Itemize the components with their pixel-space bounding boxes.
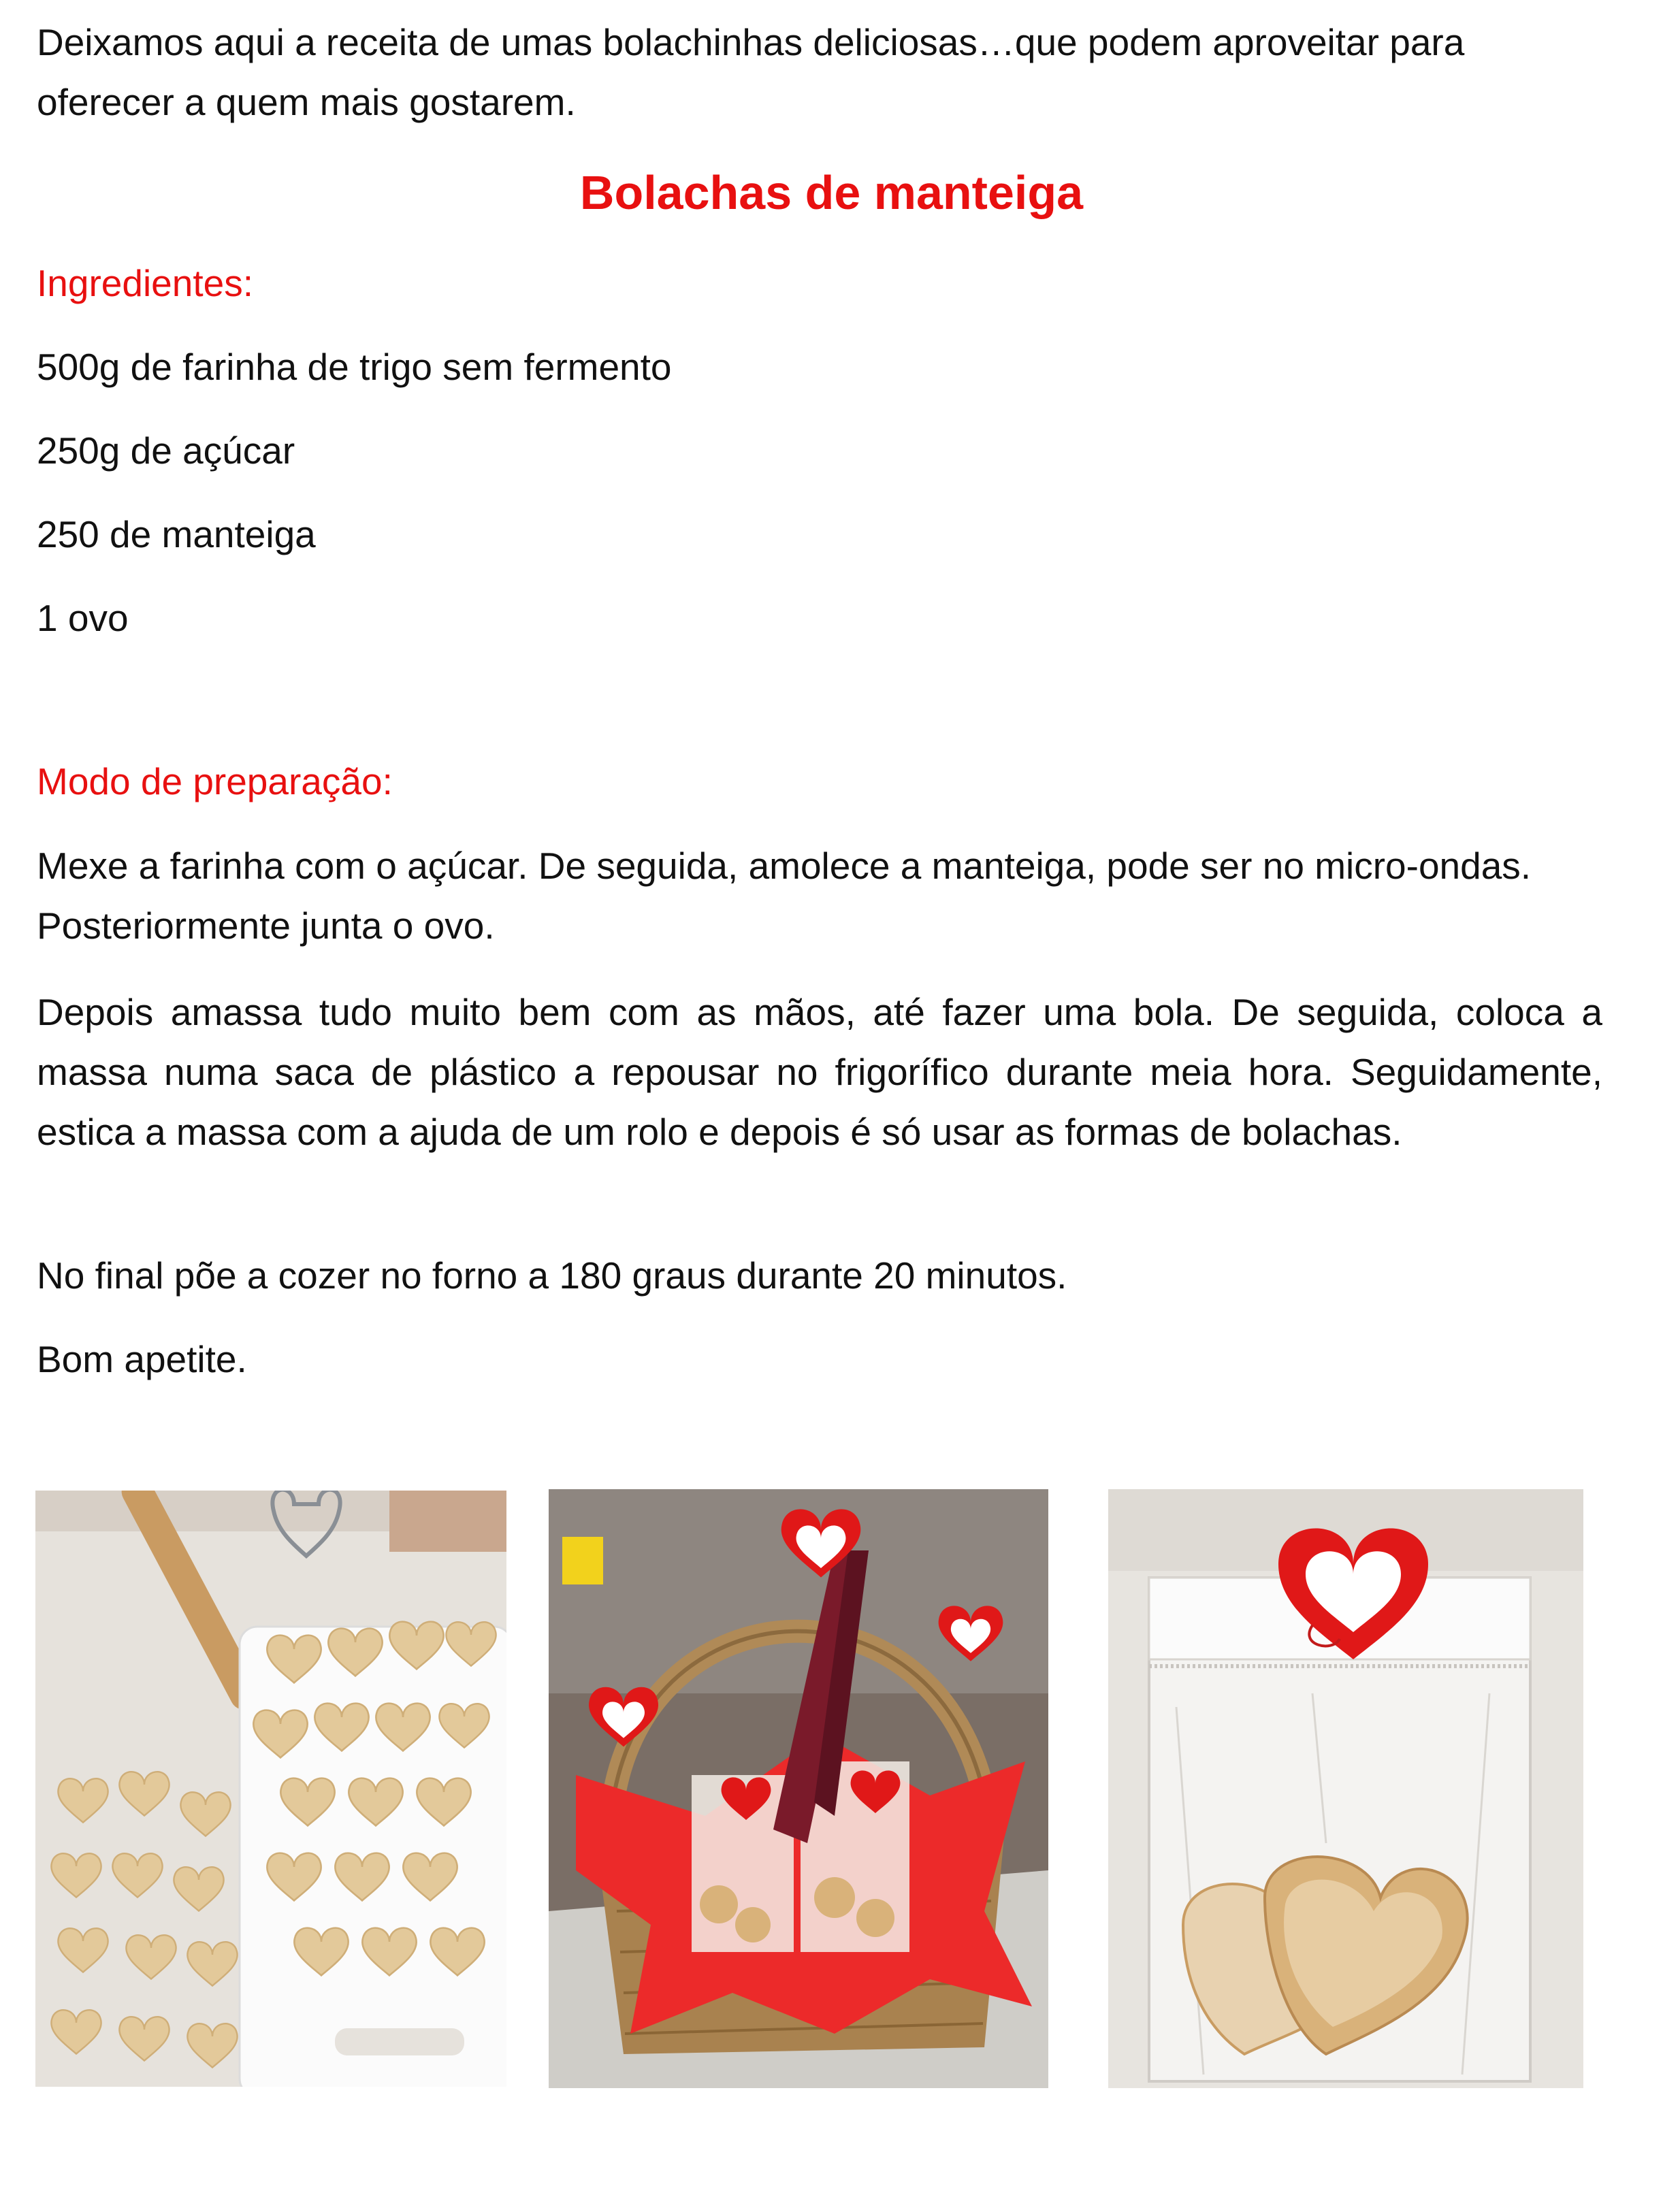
preparation-paragraph: Mexe a farinha com o açúcar. De seguida, amolece a manteiga, pode ser no micro-ondas. Posteriormente junta o ovo. [37,845,1532,947]
dough-photo-illustration [35,1491,506,2087]
recipe-title: Bolachas de manteiga [579,166,1084,219]
heart-dough-cutouts-photo [35,1491,506,2087]
preparation-paragraph: No final põe a cozer no forno a 180 graus durante 20 minutos. [37,1254,1067,1297]
ingredients-heading: Ingredientes: [37,262,253,304]
preparation-heading: Modo de preparação: [37,760,393,802]
basket-photo-illustration [549,1489,1048,2088]
gift-basket-photo [549,1489,1048,2088]
intro-text: Deixamos aqui a receita de umas bolachinhas deliciosas…que podem aproveitar para oferecer a quem mais gostarem. [37,21,1465,123]
ingredient-item: 250g de açúcar [37,429,295,472]
preparation-paragraph: Depois amassa tudo muito bem com as mãos, até fazer uma bola. De seguida, coloca a massa numa saca de plástico a repousar no frigorífico durante meia hora. Seguidamente, estica a massa com a ajuda de um rolo e depois é só usar as formas de bolachas. [37,991,1602,1153]
ingredient-item: 1 ovo [37,597,129,639]
ingredient-item: 500g de farinha de trigo sem fermento [37,346,672,388]
bag-photo-illustration [1108,1489,1583,2088]
cookie-bag-photo [1108,1489,1583,2088]
ingredient-item: 250 de manteiga [37,513,316,555]
closing-text: Bom apetite. [37,1338,247,1380]
